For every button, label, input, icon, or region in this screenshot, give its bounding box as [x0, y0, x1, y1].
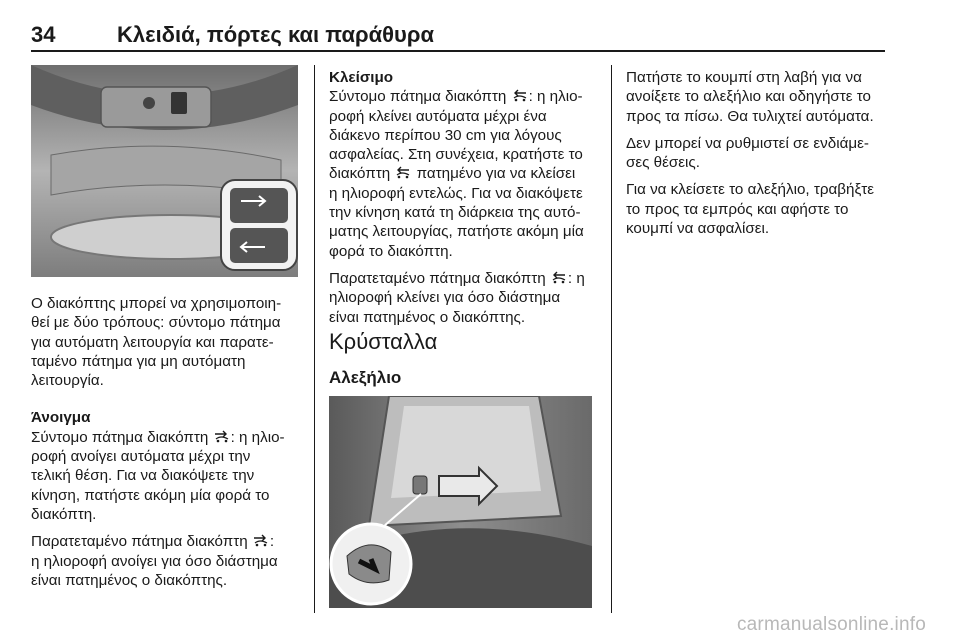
opening-line-1: Σύντομο πάτημα διακόπτη : η ηλιο-: [31, 428, 285, 446]
page-title: Κλειδιά, πόρτες και παράθυρα: [117, 22, 434, 47]
sunroof-close-switch-icon: [511, 89, 529, 102]
column-3-text: [626, 68, 896, 238]
opening-line: κίνηση, πατήστε ακόμη μία φορά το: [31, 486, 270, 504]
opening-line: διακόπτη.: [31, 505, 97, 523]
column-2-text: [329, 68, 604, 327]
opening-heading: Άνοιγμα: [31, 409, 91, 427]
sunshade-line: Για να κλείσετε το αλεξήλιο, τραβήξτε: [626, 181, 875, 199]
closing-line: ματης λειτουργίας, πατήστε ακόμη μία: [329, 223, 584, 241]
page-header: [31, 22, 885, 52]
column-divider-left: [314, 65, 315, 613]
intro-line: για αυτόματη λειτουργία και παρατε-: [31, 333, 274, 351]
sunshade-line: το προς τα εμπρός και αφήστε το: [626, 200, 849, 218]
closing-line: την κίνηση κατά τη διάρκεια της αυτό-: [329, 204, 581, 222]
sunshade-line: Δεν μπορεί να ρυθμιστεί σε ενδιάμε-: [626, 134, 869, 152]
intro-line: θεί με δύο τρόπους: σύντομο πάτημα: [31, 314, 281, 332]
closing-line-1: Σύντομο πάτημα διακόπτη : η ηλιο-: [329, 88, 583, 106]
sunshade-line: προς τα πίσω. Θα τυλιχτεί αυτόματα.: [626, 107, 874, 125]
column-divider-right: [611, 65, 612, 613]
closing-long-line-1: Παρατεταμένο πάτημα διακόπτη : η: [329, 269, 585, 287]
opening-long-line-1: Παρατεταμένο πάτημα διακόπτη :: [31, 533, 275, 551]
sunroof-close-switch-icon: [550, 271, 568, 284]
closing-line-5: διακόπτη πατημένο για να κλείσει: [329, 165, 576, 183]
sunroof-open-switch-icon: [213, 430, 231, 443]
intro-line: Ο διακόπτης μπορεί να χρησιμοποιη-: [31, 295, 282, 312]
closing-line: ασφαλείας. Στη συνέχεια, κρατήστε το: [329, 146, 583, 164]
opening-line: ροφή ανοίγει αυτόματα μέχρι την: [31, 448, 251, 466]
column-1-text: [31, 294, 301, 590]
section-heading-glass: Κρύσταλλα: [329, 329, 438, 354]
sunshade-line: Πατήστε το κουμπί στη λαβή για να: [626, 69, 862, 86]
intro-line: ταμένο πάτημα για μη αυτόματη: [31, 352, 246, 370]
opening-long-line: είναι πατημένος ο διακόπτης.: [31, 571, 228, 589]
closing-long-line: είναι πατημένος ο διακόπτης.: [329, 308, 526, 326]
sunroof-close-switch-icon: [394, 166, 412, 179]
watermark: carmanualsonline.info: [736, 614, 926, 635]
sunshade-line: ανοίξετε το αλεξήλιο και οδηγήστε το: [626, 88, 871, 106]
sunshade-photo: [329, 396, 592, 608]
sunshade-line: σες θέσεις.: [626, 154, 700, 172]
closing-line: η ηλιοροφή εντελώς. Για να διακόψετε: [329, 184, 583, 202]
intro-line: λειτουργία.: [31, 372, 104, 390]
opening-long-line: η ηλιοροφή ανοίγει για όσο διάστημα: [31, 552, 278, 570]
closing-line: φορά το διακόπτη.: [329, 242, 453, 260]
closing-line: ροφή κλείνει αυτόματα μέχρι ένα: [329, 107, 547, 125]
closing-long-line: ηλιοροφή κλείνει για όσο διάστημα: [329, 289, 561, 307]
sunshade-line: κουμπί να ασφαλίσει.: [626, 220, 770, 238]
sunroof-open-switch-icon: [252, 534, 270, 547]
opening-line: τελική θέση. Για να διακόψετε την: [31, 467, 255, 485]
roof-console-switch-photo: [31, 65, 298, 277]
closing-line: διάκενο περίπου 30 cm για λόγους: [329, 126, 562, 144]
subsection-heading-sunshade: Αλεξήλιο: [329, 368, 402, 387]
closing-heading: Κλείσιμο: [329, 69, 394, 86]
page-number: 34: [31, 22, 56, 47]
